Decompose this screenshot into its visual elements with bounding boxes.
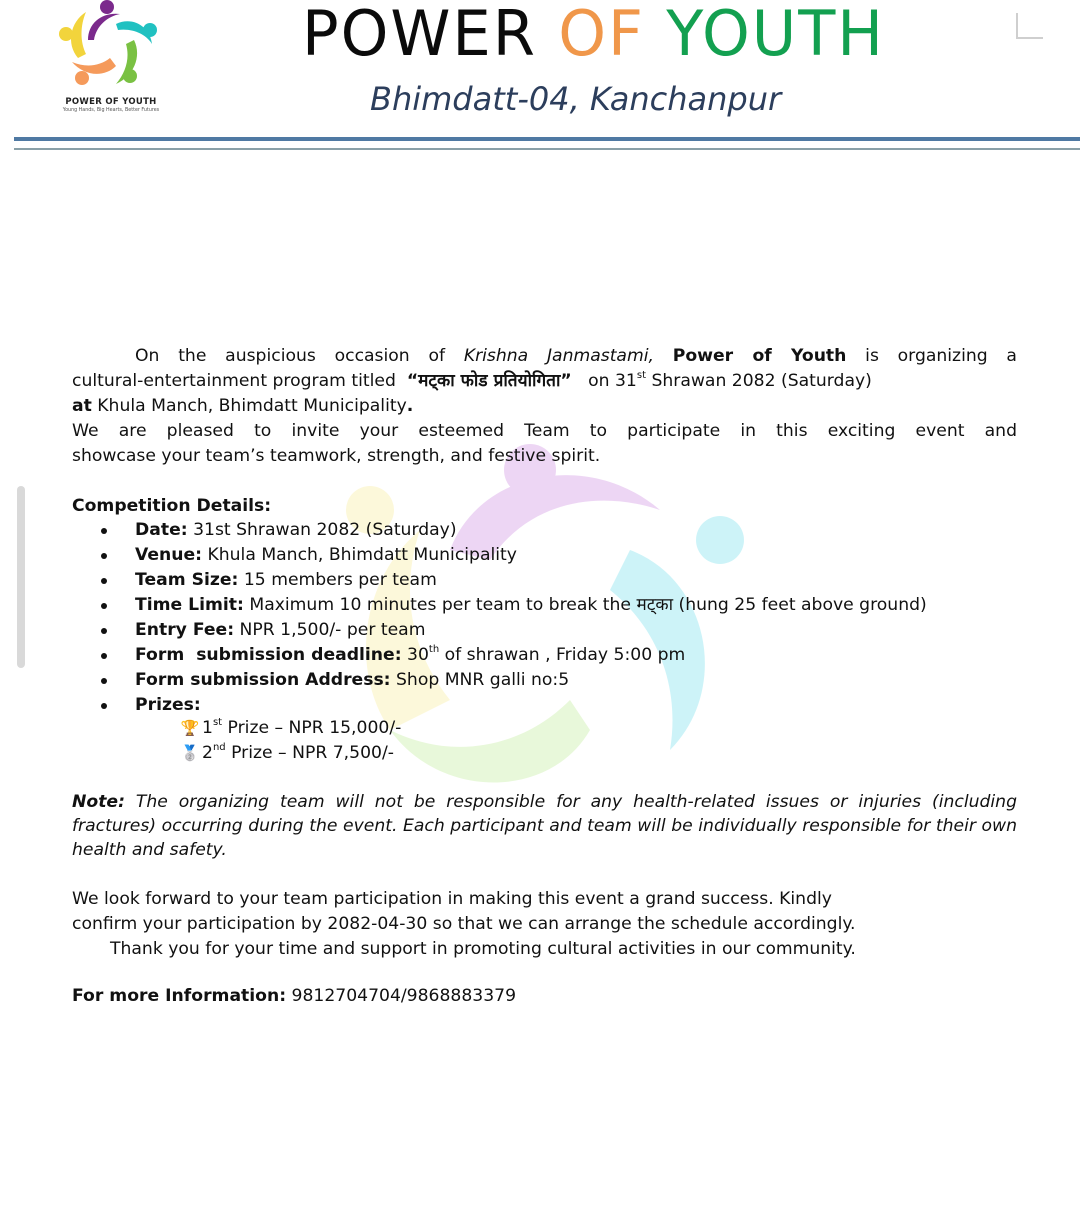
bullet-icon — [101, 653, 107, 659]
detail-entry-fee: Entry Fee: NPR 1,500/- per team — [96, 618, 1036, 643]
header-divider-thick — [14, 137, 1080, 141]
competition-details-heading: Competition Details: — [72, 496, 272, 516]
prize-first: 🏆 1st Prize – NPR 15,000/- — [178, 716, 401, 741]
prize-list — [178, 716, 401, 766]
intro-line-1: On the auspicious occasion of Krishna Janmastami, Power of Youth is organizing a — [135, 346, 1017, 366]
intro-line-5: showcase your team’s teamwork, strength, and festive spirit. — [72, 446, 601, 466]
people-circle-logo-icon — [58, 0, 164, 92]
detail-venue: Venue: Khula Manch, Bhimdatt Municipality — [96, 543, 1036, 568]
note-text: The organizing team will not be responsible for any health-related issues or injuries (including fractures) occurring during the event. Each participant and team will be individually responsible for their own health and safety. — [72, 792, 1017, 860]
festival-name: Krishna Janmastami, — [463, 346, 654, 366]
closing-line-2: confirm your participation by 2082-04-30 so that we can arrange the schedule accordingly. — [72, 914, 856, 934]
prize-second: 🥈 2nd Prize – NPR 7,500/- — [178, 741, 401, 766]
bullet-icon — [101, 628, 107, 634]
intro-line-4: We are pleased to invite your esteemed Team to participate in this exciting event and — [72, 421, 1017, 441]
bullet-icon — [101, 553, 107, 559]
intro-paragraph — [72, 344, 1017, 469]
contact-phones[interactable]: 9812704704/9868883379 — [286, 986, 517, 1006]
bullet-icon — [101, 678, 107, 684]
intro-line-2: cultural-entertainment program titled “मट्का फोड प्रतियोगिता” on 31st Shrawan 2082 (Saturday) — [72, 370, 872, 391]
logo-title: POWER OF YOUTH — [65, 97, 157, 107]
closing-line-1: We look forward to your team participation in making this event a grand success. Kindly — [72, 889, 832, 909]
contact-label: For more Information: — [72, 986, 287, 1006]
detail-time-limit: Time Limit: Maximum 10 minutes per team to break the मट्का (hung 25 feet above ground) — [96, 593, 1036, 618]
bullet-icon — [101, 578, 107, 584]
silver-medal-icon: 🥈 — [180, 744, 200, 762]
detail-submission-address: Form submission Address: Shop MNR galli no:5 — [96, 668, 1036, 693]
title-word-youth: YOUTH — [666, 0, 885, 70]
location-subtitle: Bhimdatt-04, Kanchanpur — [370, 80, 782, 118]
event-title: “मट्का फोड प्रतियोगिता” — [406, 371, 572, 391]
competition-details-list — [96, 518, 1036, 718]
venue-text: Khula Manch, Bhimdatt Municipality — [91, 396, 407, 416]
bullet-icon — [101, 603, 107, 609]
title-word-power: POWER — [302, 0, 537, 70]
contact-info — [72, 984, 516, 1009]
closing-line-3: Thank you for your time and support in promoting cultural activities in our community. — [110, 939, 856, 959]
page-corner-marker — [1016, 13, 1043, 39]
page-title — [302, 0, 885, 72]
detail-date: Date: 31st Shrawan 2082 (Saturday) — [96, 518, 1036, 543]
vertical-scrollbar[interactable] — [17, 486, 25, 668]
note-label: Note: — [72, 792, 125, 812]
logo-tagline: Young Hands, Big Hearts, Better Futures — [62, 108, 160, 113]
bullet-icon — [101, 703, 107, 709]
bullet-icon — [101, 528, 107, 534]
organization-name: Power of Youth — [672, 346, 847, 366]
trophy-icon: 🏆 — [180, 719, 200, 737]
closing-paragraph — [72, 887, 856, 962]
intro-line-3: at Khula Manch, Bhimdatt Municipality. — [72, 396, 414, 416]
header-divider-thin — [14, 148, 1080, 150]
detail-team-size: Team Size: 15 members per team — [96, 568, 1036, 593]
title-word-of: OF — [558, 0, 645, 70]
disclaimer-note — [72, 790, 1017, 862]
detail-prizes: Prizes: — [96, 693, 1036, 718]
organization-logo — [36, 0, 186, 120]
detail-submission-deadline: Form submission deadline: 30th of shrawan , Friday 5:00 pm — [96, 643, 1036, 668]
